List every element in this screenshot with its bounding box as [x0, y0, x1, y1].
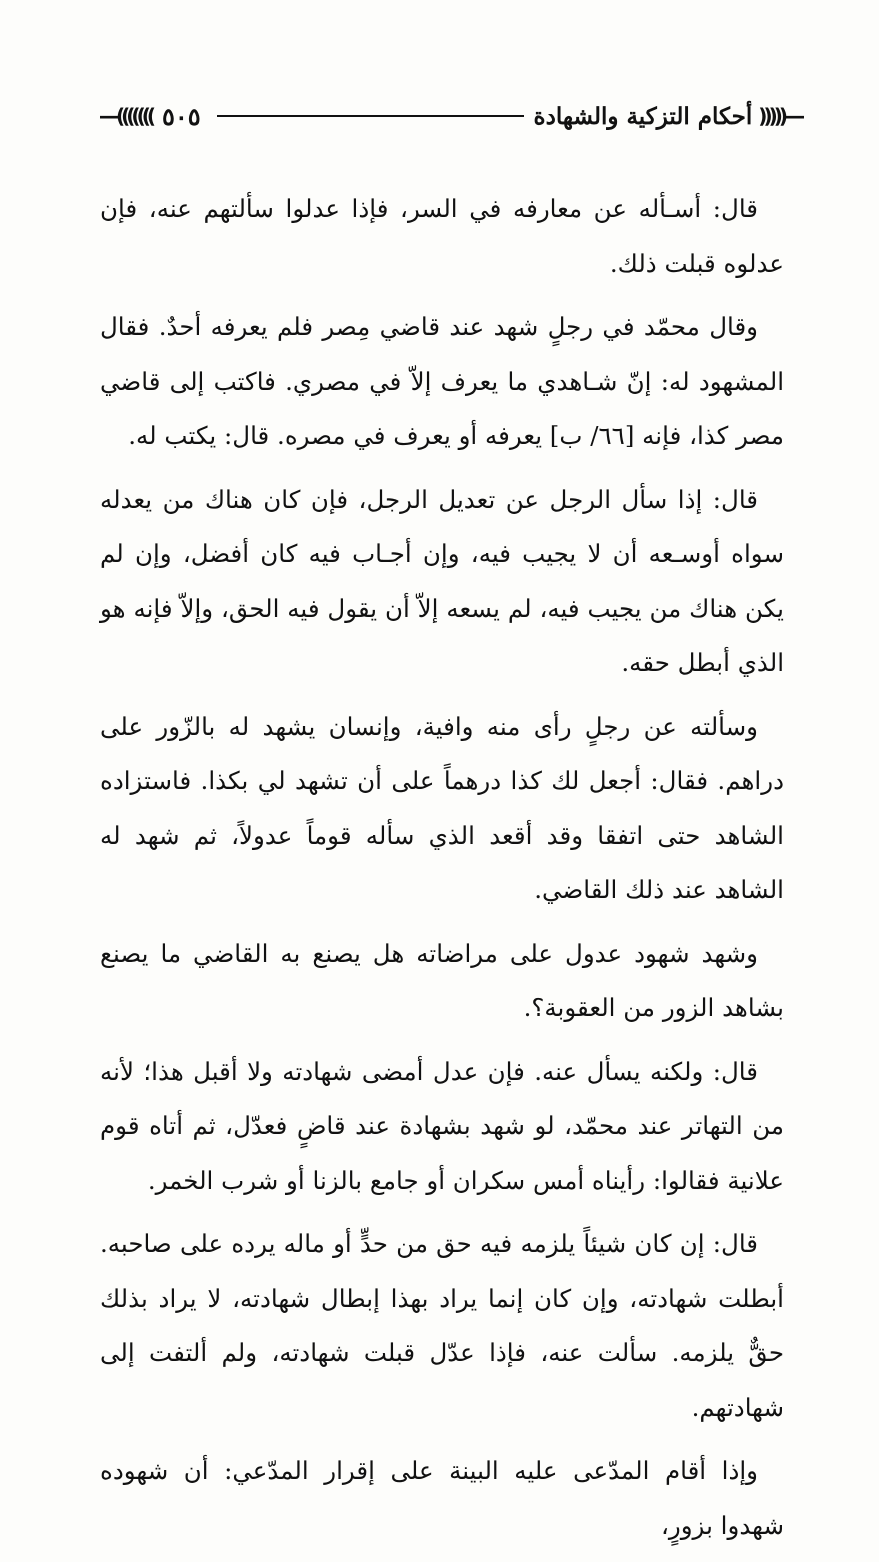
paragraph: قال: إذا سأل الرجل عن تعديل الرجل، فإن كان هناك من يعدله سواه أوسـعه أن لا يجيب فيه، وإن أجـاب فيه كان أفضل، وإن لم يكن هناك من يجيب فيه، لم يسعه إلاّ أن يقول فيه الحق، وإلاّ فإنه هو الذي أبطل حقه. — [100, 484, 784, 677]
page-number: ٥٠٥ — [161, 101, 201, 131]
running-title: أحكام التزكية والشهادة — [533, 102, 753, 130]
paragraph: وشهد شهود عدول على مراضاته هل يصنع به القاضي ما يصنع بشاهد الزور من العقوبة؟. — [100, 938, 784, 1022]
header-ornament-right: )))))― — [758, 104, 800, 128]
page-header — [100, 96, 800, 136]
header-rule — [217, 115, 524, 117]
header-ornament-left: ―((((((( — [100, 104, 152, 128]
paragraph: وإذا أقام المدّعى عليه البينة على إقرار المدّعي: أن شهوده شهدوا بزورٍ، — [100, 1456, 784, 1540]
body-text — [100, 182, 784, 1562]
paragraph: قال: إن كان شيئاً يلزمه فيه حق من حدٍّ أو ماله يرده على صاحبه. أبطلت شهادته، وإن كان إنما يراد بهذا إبطال شهادته، لا يراد بذلك حقٌّ يلزمه. سألت عنه، فإذا عدّل قبلت شهادته، ولم ألتفت إلى شهادتهم. — [100, 1229, 784, 1422]
paragraph: قال: ولكنه يسأل عنه. فإن عدل أمضى شهادته ولا أقبل هذا؛ لأنه من التهاتر عند محمّد، لو شهد بشهادة عند قاضٍ فعدّل، ثم أتاه قوم علانية فقالوا: رأيناه أمس سكران أو جامع بالزنا أو شرب الخمر. — [100, 1056, 784, 1195]
paragraph: وسألته عن رجلٍ رأى منه وافية، وإنسان يشهد له بالزّور على دراهم. فقال: أجعل لك كذا درهماً على أن تشهد لي بكذا. فاستزاده الشاهد حتى اتفقا وقد أقعد الذي سأله قوماً عدولاً، ثم شهد له الشاهد عند ذلك القاضي. — [100, 711, 784, 904]
paragraph: قال: أسـأله عن معارفه في السر، فإذا عدلوا سألتهم عنه، فإن عدلوه قبلت ذلك. — [100, 194, 784, 278]
paragraph: وقال محمّد في رجلٍ شهد عند قاضي مِصر فلم يعرفه أحدٌ. فقال المشهود له: إنّ شـاهدي ما يعرف إلاّ في مصري. فاكتب إلى قاضي مصر كذا، فإنه [٦٦/ ب] يعرفه أو يعرف في مصره. قال: يكتب له. — [100, 312, 784, 450]
